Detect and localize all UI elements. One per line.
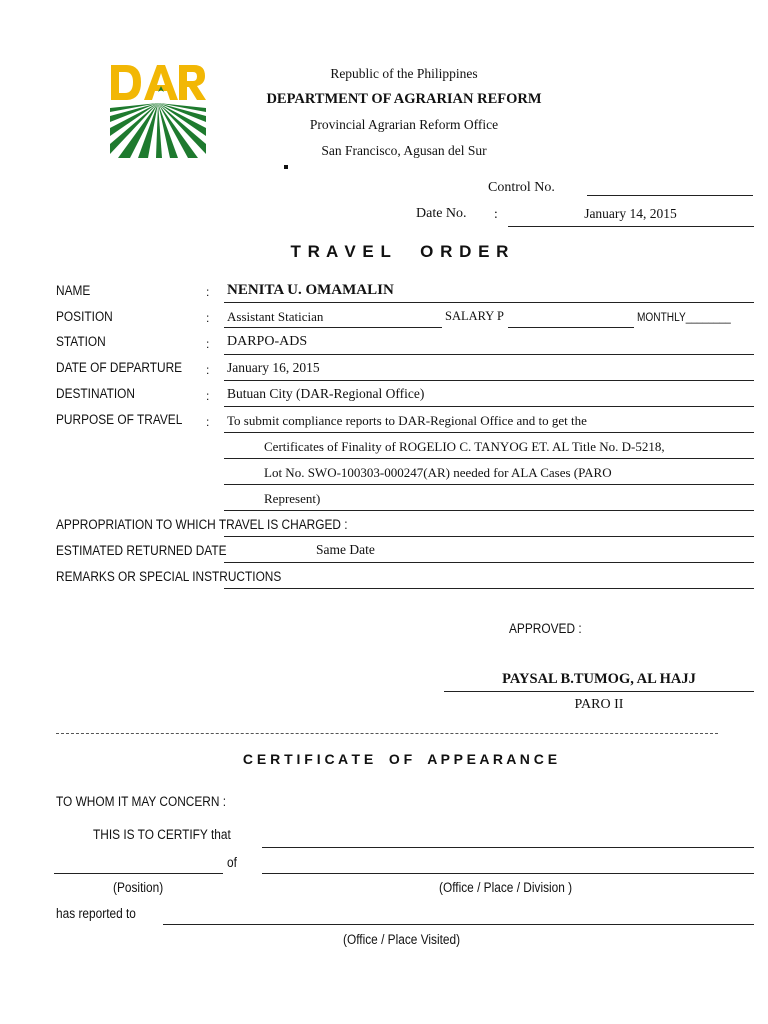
purpose-line-4: Represent) <box>264 491 321 506</box>
station-label: STATION <box>56 334 106 349</box>
remarks-label: REMARKS OR SPECIAL INSTRUCTIONS <box>56 569 282 584</box>
reported-to-text: has reported to <box>56 906 136 921</box>
monthly-label: MONTHLY________ <box>637 312 731 324</box>
purpose-rule-4 <box>224 510 754 511</box>
certify-name-line <box>262 847 754 848</box>
departure-value: January 16, 2015 <box>227 360 320 375</box>
position-colon: : <box>206 311 210 325</box>
position-caption: (Position) <box>113 880 164 895</box>
purpose-line-2: Certificates of Finality of ROGELIO C. TANYOG ET. AL Title No. D-5218, <box>264 439 665 454</box>
control-no-label: Control No. <box>488 180 555 195</box>
salary-line <box>508 327 634 328</box>
date-no-label: Date No. <box>416 206 467 221</box>
purpose-rule-3 <box>224 484 754 485</box>
position-label: POSITION <box>56 309 113 324</box>
station-line <box>224 354 754 355</box>
visited-caption: (Office / Place Visited) <box>343 932 461 947</box>
salary-label: SALARY P <box>445 309 504 323</box>
destination-line <box>224 406 754 407</box>
approved-label: APPROVED : <box>509 621 582 636</box>
remarks-line <box>224 588 754 589</box>
purpose-rule-2 <box>224 458 754 459</box>
travel-order-title: T R A V E L O R D E R <box>290 242 510 261</box>
name-colon: : <box>206 285 210 299</box>
destination-value: Butuan City (DAR-Regional Office) <box>227 386 425 401</box>
office-blank-line <box>262 873 754 874</box>
purpose-line-3: Lot No. SWO-100303-000247(AR) needed for ALA Cases (PARO <box>264 465 612 480</box>
header-location: San Francisco, Agusan del Sur <box>321 143 487 158</box>
bullet-mark <box>284 165 288 169</box>
approver-signature-line <box>444 691 754 692</box>
purpose-label: PURPOSE OF TRAVEL <box>56 412 183 427</box>
position-line <box>224 327 442 328</box>
position-blank-line <box>54 873 223 874</box>
dar-logo <box>108 62 208 160</box>
purpose-rule-1 <box>224 432 754 433</box>
returned-value: Same Date <box>316 542 375 557</box>
returned-line <box>224 562 754 563</box>
certify-text: THIS IS TO CERTIFY that <box>93 827 231 842</box>
header-republic: Republic of the Philippines <box>330 66 478 81</box>
appropriation-line <box>224 536 754 537</box>
position-value: Assistant Statician <box>227 309 324 324</box>
approver-name: PAYSAL B.TUMOG, AL HAJJ <box>502 671 696 687</box>
of-text: of <box>227 855 237 870</box>
departure-label: DATE OF DEPARTURE <box>56 360 183 375</box>
name-value: NENITA U. OMAMALIN <box>227 282 394 298</box>
purpose-colon: : <box>206 415 210 429</box>
departure-line <box>224 380 754 381</box>
name-line <box>224 302 754 303</box>
station-value: DARPO-ADS <box>227 334 308 349</box>
destination-label: DESTINATION <box>56 386 135 401</box>
departure-colon: : <box>206 363 210 377</box>
name-label: NAME <box>56 283 91 298</box>
station-colon: : <box>206 337 210 351</box>
header-provincial-office: Provincial Agrarian Reform Office <box>309 117 499 132</box>
certificate-title: C E R T I F I C A T E O F A P P E A R A N C E <box>242 751 558 767</box>
approver-title: PARO II <box>574 697 624 712</box>
control-no-line <box>587 195 753 196</box>
appropriation-label: APPROPRIATION TO WHICH TRAVEL IS CHARGED : <box>56 517 348 532</box>
to-whom-label: TO WHOM IT MAY CONCERN : <box>56 794 227 809</box>
destination-colon: : <box>206 389 210 403</box>
office-caption: (Office / Place / Division ) <box>439 880 573 895</box>
date-no-line <box>508 226 754 227</box>
dashed-separator <box>56 733 718 734</box>
dar-logo-graphic <box>108 62 208 160</box>
purpose-line-1: To submit compliance reports to DAR-Regional Office and to get the <box>227 413 587 428</box>
header-department: DEPARTMENT OF AGRARIAN REFORM <box>266 91 542 107</box>
returned-label: ESTIMATED RETURNED DATE <box>56 543 227 558</box>
date-no-colon: : <box>494 206 498 221</box>
reported-to-line <box>163 924 754 925</box>
date-no-value: January 14, 2015 <box>584 206 677 221</box>
